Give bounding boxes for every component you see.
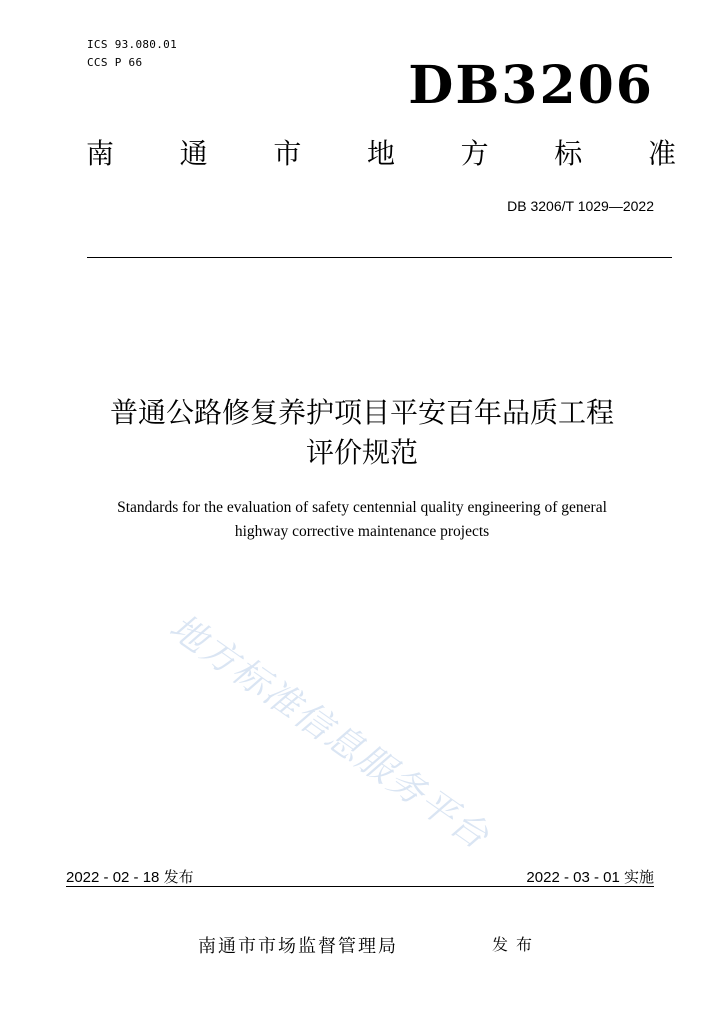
implement-date: 2022 - 03 - 01 实施 [526, 869, 654, 886]
standard-kind [86, 137, 676, 170]
standard-kind-char: 南 [86, 137, 115, 170]
english-title [60, 496, 664, 544]
db-code-logo: DB3206 [408, 55, 654, 116]
watermark: 地方标准信息服务平台 [161, 606, 497, 859]
publish-label: 发布 [492, 935, 541, 954]
ccs-code: CCS P 66 [87, 56, 143, 69]
standard-kind-char: 市 [273, 137, 302, 170]
standard-kind-char: 准 [647, 137, 676, 170]
chinese-title-line-1: 普通公路修复养护项目平安百年品质工程 [109, 396, 614, 429]
standard-kind-char: 方 [460, 137, 489, 170]
chinese-title-line-2: 评价规范 [305, 436, 418, 469]
header-divider [87, 257, 672, 258]
standard-kind-char: 标 [554, 137, 583, 170]
standard-kind-char: 通 [179, 137, 208, 170]
release-date: 2022 - 02 - 18 发布 [66, 869, 194, 886]
english-title-line-1: Standards for the evaluation of safety centennial quality engineering of general [117, 499, 607, 516]
ics-code: ICS 93.080.01 [87, 38, 177, 51]
standard-number: DB 3206/T 1029—2022 [507, 198, 654, 214]
english-title-line-2: highway corrective maintenance projects [234, 523, 490, 540]
standard-kind-char: 地 [366, 137, 395, 170]
chinese-title [0, 393, 724, 473]
publisher-name: 南通市市场监督管理局 [198, 936, 398, 957]
date-line [66, 866, 654, 887]
footer-divider [66, 886, 654, 887]
